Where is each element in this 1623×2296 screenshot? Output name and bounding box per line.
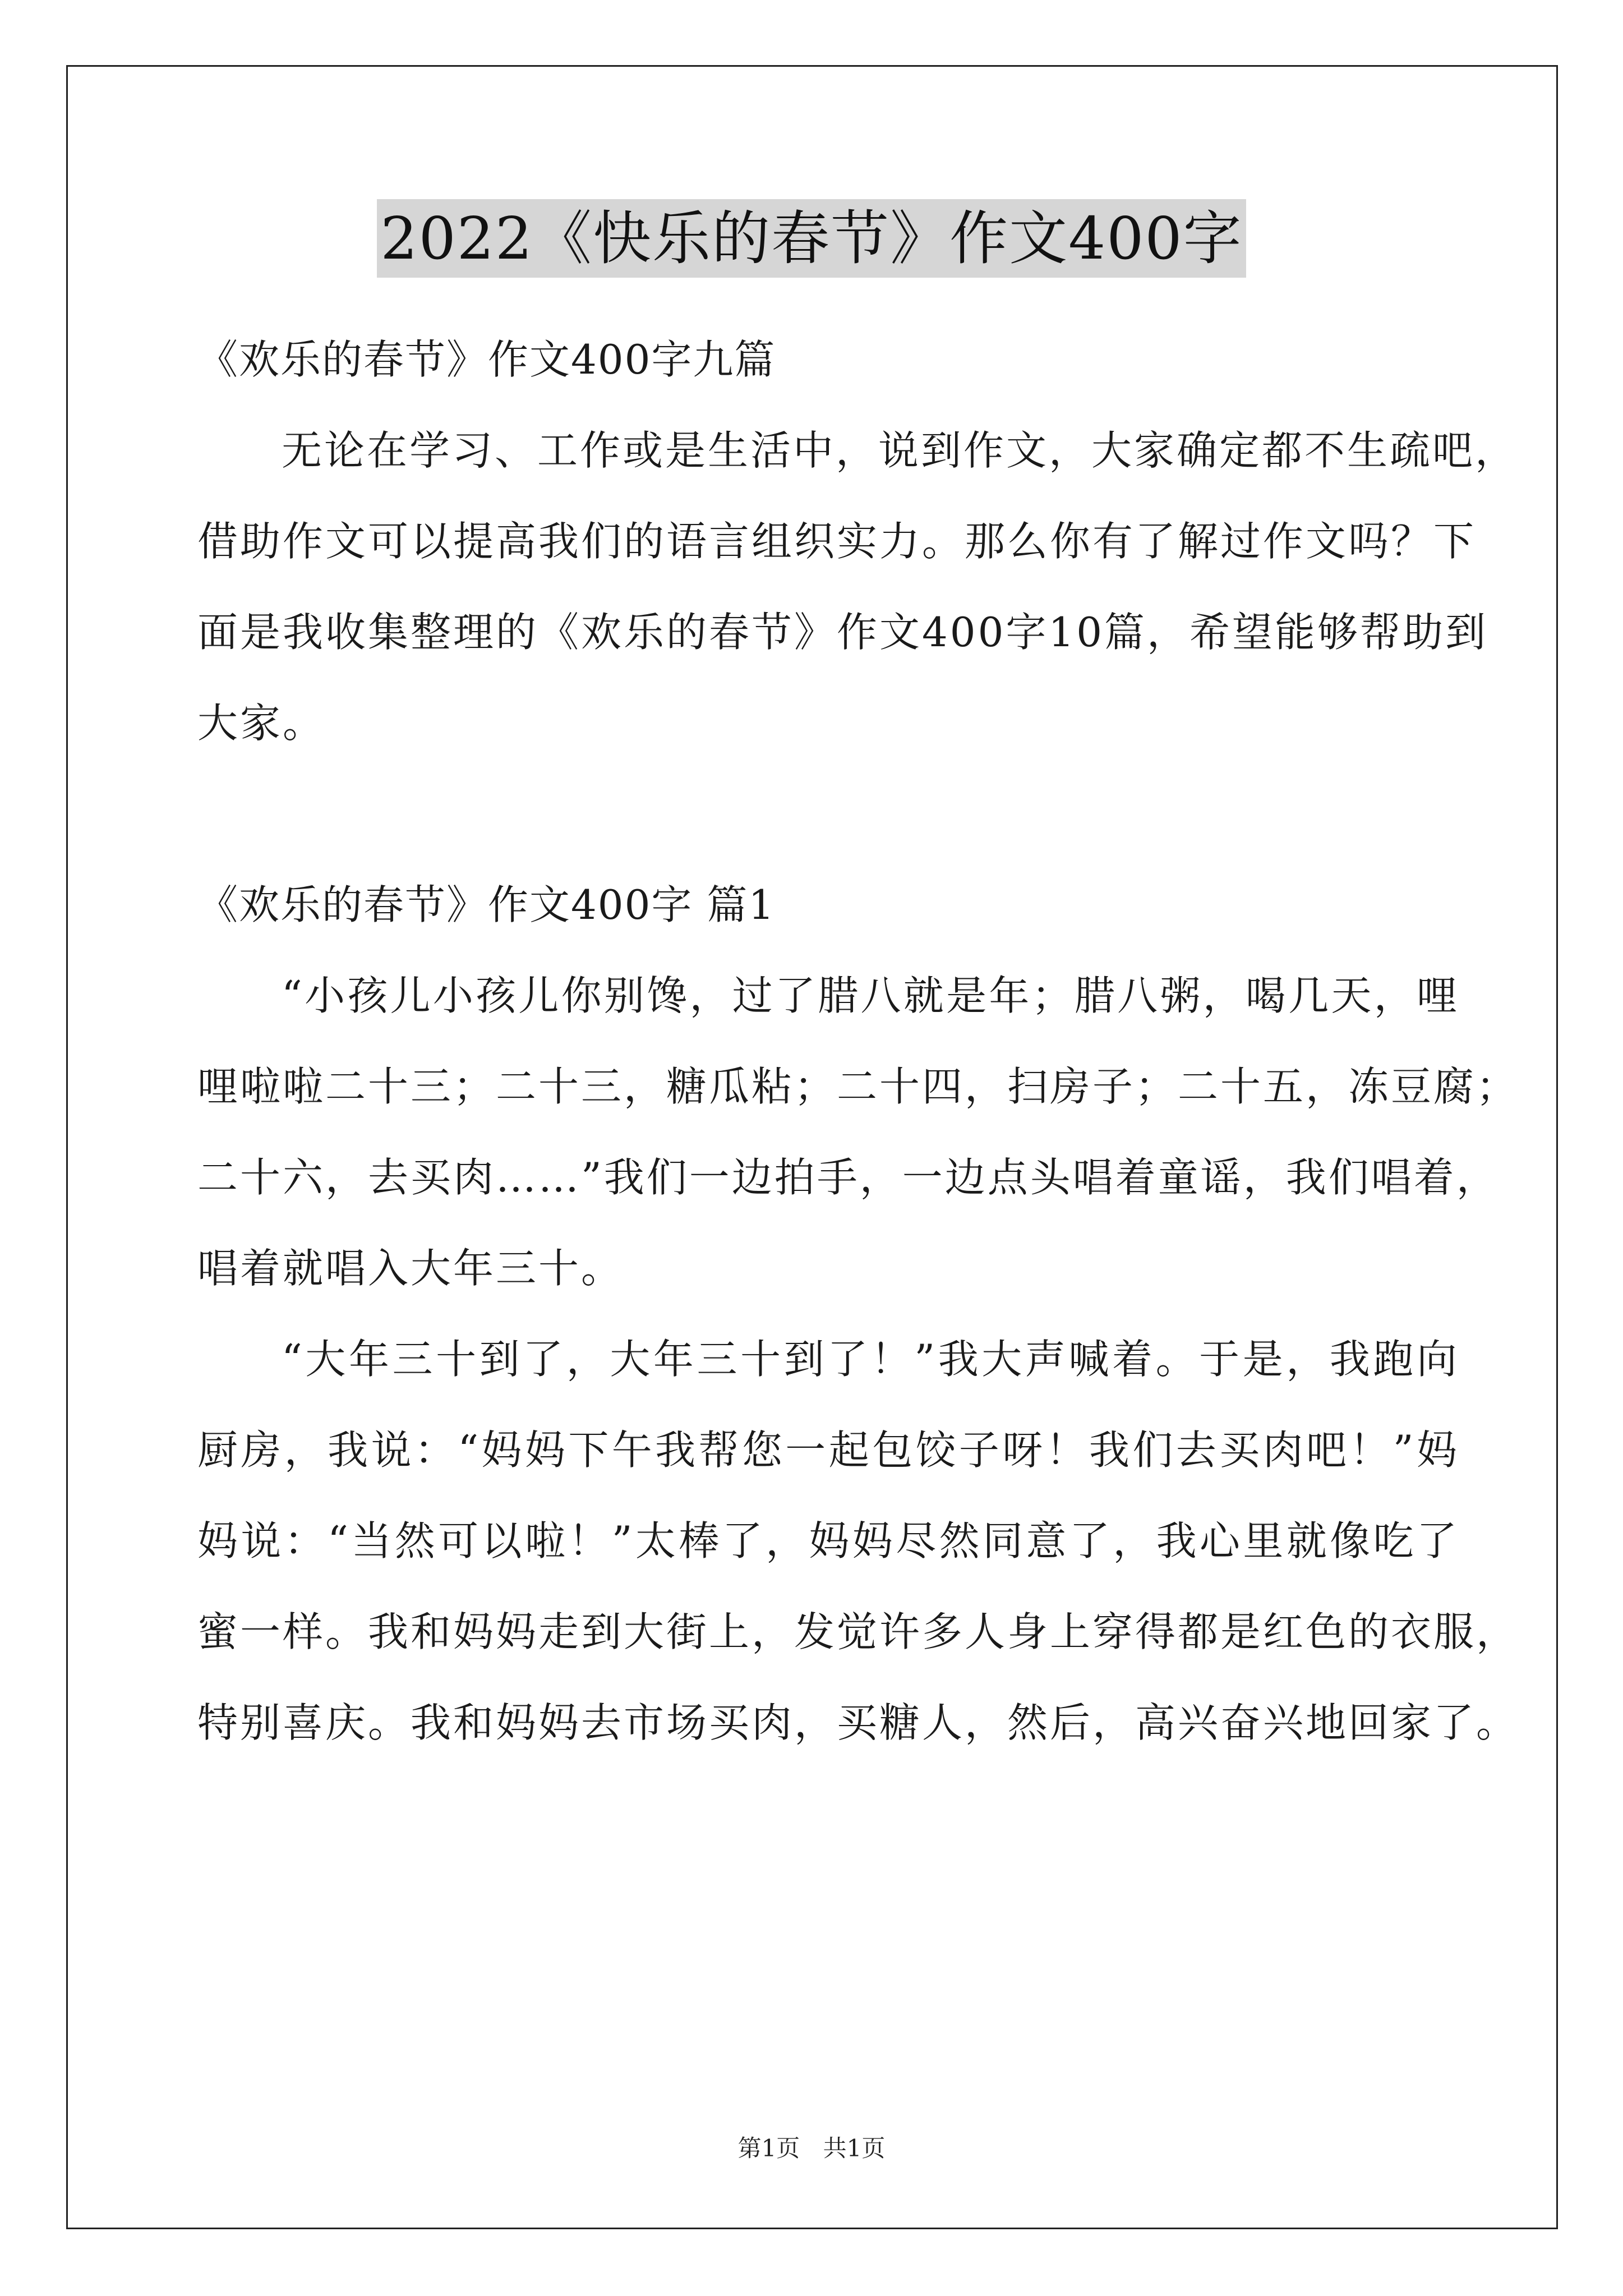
paragraph-spacer xyxy=(197,769,1459,859)
section-heading: 《欢乐的春节》作文400字 篇1 xyxy=(197,881,776,928)
page-footer xyxy=(0,2132,1623,2165)
intro-line: 无论在学习、工作或是生活中，说到作文，大家确定都不生疏吧， xyxy=(282,427,1518,474)
story-line: 特别喜庆。我和妈妈去市场买肉，买糖人，然后，高兴奋兴地回家了。 xyxy=(197,1699,1519,1746)
title-container xyxy=(0,199,1623,278)
page-total: 共1页 xyxy=(823,2134,886,2162)
story-line: 蜜一样。我和妈妈走到大街上，发觉许多人身上穿得都是红色的衣服， xyxy=(197,1608,1519,1655)
intro-paragraph xyxy=(197,405,1518,769)
intro-line: 面是我收集整理的《欢乐的春节》作文400字10篇，希望能够帮助到 xyxy=(197,609,1488,656)
document-title: 2022《快乐的春节》作文400字 xyxy=(377,199,1246,278)
page-number: 第1页 xyxy=(737,2134,800,2162)
story-line: 哩啦啦二十三；二十三，糖瓜粘；二十四，扫房子；二十五，冻豆腐； xyxy=(197,1063,1519,1110)
story-paragraph-1 xyxy=(197,950,1519,1314)
story-line: 唱着就唱入大年三十。 xyxy=(197,1245,624,1292)
document-body xyxy=(197,314,1519,1768)
intro-line: 借助作文可以提高我们的语言组织实力。那么你有了解过作文吗？下 xyxy=(197,518,1477,565)
intro-line: 大家。 xyxy=(197,700,326,747)
story-paragraph-2 xyxy=(197,1314,1519,1768)
story-line: 二十六，去买肉……”我们一边拍手，一边点头唱着童谣，我们唱着， xyxy=(197,1154,1499,1201)
story-line: 厨房，我说：“妈妈下午我帮您一起包饺子呀！我们去买肉吧！”妈 xyxy=(197,1427,1459,1474)
story-line: “大年三十到了，大年三十到了！”我大声喊着。于是，我跑向 xyxy=(282,1336,1459,1383)
story-line: 妈说：“当然可以啦！”太棒了，妈妈尽然同意了，我心里就像吃了 xyxy=(197,1517,1459,1565)
story-line: “小孩儿小孩儿你别馋，过了腊八就是年；腊八粥，喝几天，哩 xyxy=(282,972,1459,1019)
document-subtitle: 《欢乐的春节》作文400字九篇 xyxy=(197,336,776,383)
